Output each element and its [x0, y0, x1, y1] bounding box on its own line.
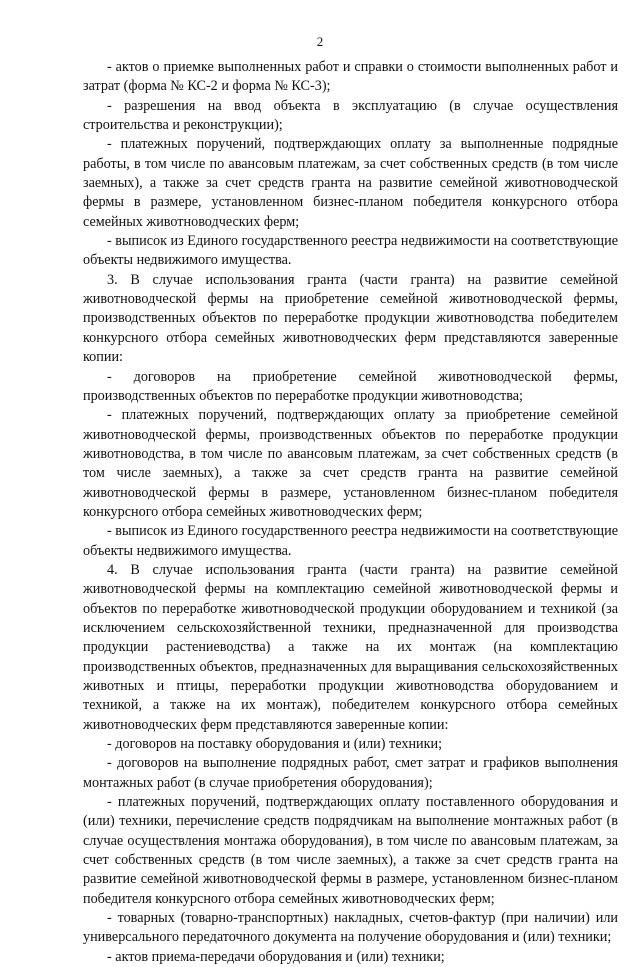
paragraph-transfer-acts: - актов приема-передачи оборудования и (или) техники; [107, 948, 445, 965]
paragraph-clause-3: 3. В случае использования гранта (части гранта) на развитие семейной животноводческой фермы на приобретение семейной животноводческой фермы, производственных объектов по переработке продукции животноводства победителем конкурсного отбора семейных животноводческих ферм представляются заверенные копии: [83, 271, 618, 366]
paragraph-contractor-agreements: - договоров на выполнение подрядных работ, смет затрат и графиков выполнения монтажных работ (в случае приобретения оборудования); [83, 755, 618, 791]
paragraph-purchase-contracts: - договоров на приобретение семейной животноводческой фермы, производственных объектов по переработке продукции животноводства; [83, 368, 618, 404]
paragraph-commissioning-permit: - разрешения на ввод объекта в эксплуатацию (в случае осуществления строительства и реконструкции); [83, 97, 618, 134]
paragraph-payment-orders-equipment: - платежных поручений, подтверждающих оплату поставленного оборудования и (или) техники, перечисление средств подрядчикам на выполнение монтажных работ (в случае осуществления монтажа оборудования), в том числе по авансовым платежам, за счет собственных средств (в том числе заемных), а также за счет средств гранта на развитие семейной животноводческой фермы в размере, установленном бизнес-планом победителя конкурсного отбора семейных животноводческих ферм; [83, 794, 618, 907]
page-number: 2 [316, 34, 324, 49]
paragraph-registry-extracts: - выписок из Единого государственного реестра недвижимости на соответствующие объекты недвижимого имущества. [83, 233, 618, 269]
paragraph-registry-extracts-2: - выписок из Единого государственного реестра недвижимости на соответствующие объекты недвижимого имущества. [83, 523, 618, 559]
paragraph-payment-orders-purchase: - платежных поручений, подтверждающих оплату за приобретение семейной животноводческой фермы, производственных объектов по переработке продукции животноводства, в том числе по авансовым платежам, за счет собственных средств (в том числе заемных), а также за счет средств гранта на развитие семейной животноводческой фермы в размере, установленном бизнес-планом победителя конкурсного отбора семейных животноводческих ферм; [83, 407, 618, 520]
paragraph-clause-4: 4. В случае использования гранта (части гранта) на развитие семейной животноводческой фермы на комплектацию семейной животноводческой фермы и объектов по переработке животноводческой продукции оборудованием и техникой (за исключением сельскохозяйственной техники, предназначенной для производства продукции растениеводства) а также на их монтаж (на комплектацию производственных объектов, предназначенных для выращивания сельскохозяйственных животных и птицы, переработки продукции животноводства оборудованием и техникой, а также на их монтаж), победителем конкурсного отбора семейных животноводческих ферм представляются заверенные копии: [83, 561, 618, 733]
paragraph-ks-acts: - актов о приемке выполненных работ и справки о стоимости выполненных работ и затрат (форма № КС-2 и форма № КС-3); [83, 59, 618, 95]
document-body [83, 58, 618, 967]
paragraph-waybills: - товарных (товарно-транспортных) накладных, счетов-фактур (при наличии) или универсального передаточного документа на получение оборудования и (или) техники; [83, 910, 618, 946]
paragraph-supply-contracts: - договоров на поставку оборудования и (или) техники; [107, 736, 443, 753]
paragraph-payment-orders-works: - платежных поручений, подтверждающих оплату за выполненные подрядные работы, в том числе по авансовым платежам, за счет собственных средств (в том числе заемных), а также за счет средств гранта на развитие семейной животноводческой фермы в размере, установленном бизнес-планом победителя конкурсного отбора семейных животноводческих ферм; [83, 136, 618, 230]
